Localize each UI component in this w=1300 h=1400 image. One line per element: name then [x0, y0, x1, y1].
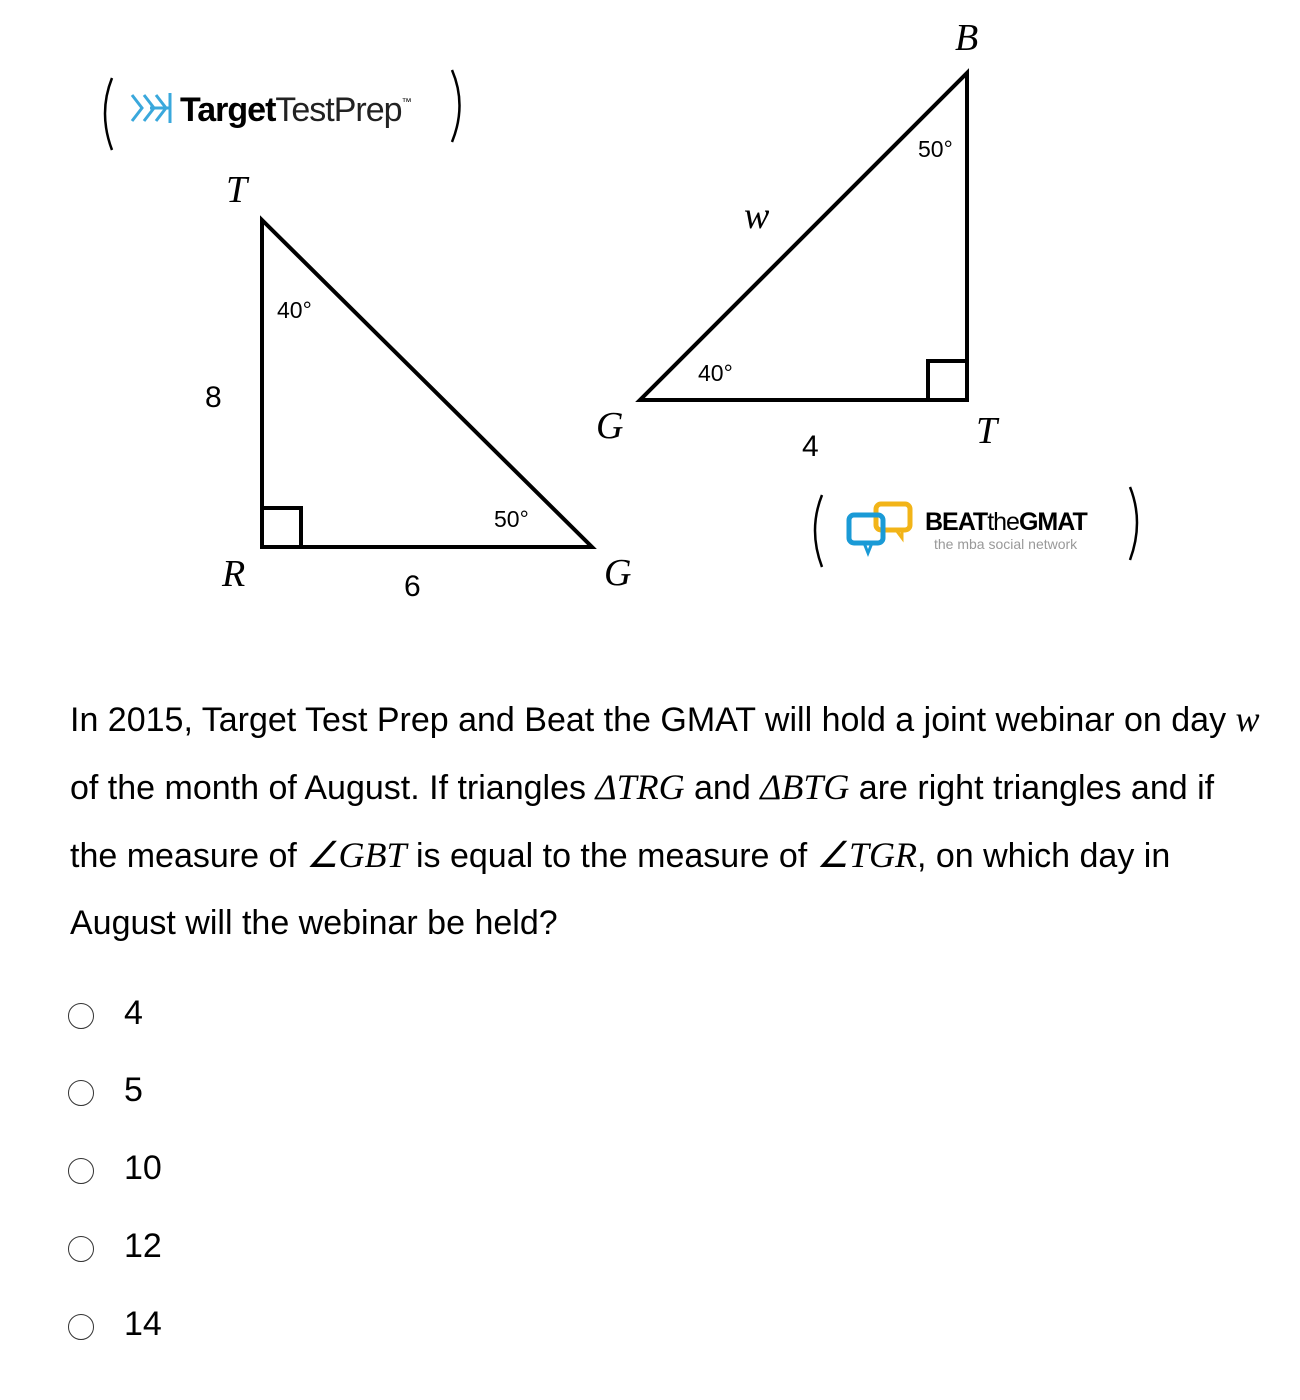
- logo-the: the: [987, 508, 1019, 536]
- question-part: of the month of August. If triangles: [70, 769, 596, 807]
- question-text: [70, 686, 1260, 957]
- question-part: and: [684, 769, 761, 807]
- logo-wordmark: [180, 91, 411, 129]
- triangle-trg: [262, 220, 592, 547]
- logo-target: Target: [180, 91, 276, 129]
- angle-g-label-right: 40°: [698, 360, 733, 386]
- side-gt-label: 4: [802, 430, 819, 463]
- chat-bubbles-icon: [849, 504, 910, 553]
- math-angle-tgr: ∠TGR: [816, 835, 917, 875]
- answer-option[interactable]: [68, 1149, 162, 1188]
- math-triangle-trg: ΔTRG: [595, 767, 685, 807]
- arrow-icon: [132, 93, 170, 123]
- targettestprep-logo: [105, 70, 460, 150]
- logo-beat: BEAT: [925, 508, 988, 536]
- triangle-btg: [640, 73, 967, 400]
- logo-testprep: TestPrep: [275, 91, 402, 129]
- radio-button[interactable]: [68, 1003, 94, 1029]
- vertex-t-left: T: [226, 169, 248, 211]
- question-part: is equal to the measure of: [406, 837, 817, 875]
- angle-g-label-left: 50°: [494, 506, 529, 532]
- radio-button[interactable]: [68, 1314, 94, 1340]
- answer-option[interactable]: [68, 994, 143, 1033]
- option-label: 10: [124, 1149, 162, 1187]
- logo-tm: ™: [401, 97, 411, 108]
- answer-option[interactable]: [68, 1071, 143, 1110]
- angle-b-label: 50°: [918, 136, 953, 162]
- radio-button[interactable]: [68, 1080, 94, 1106]
- triangle-figure: [0, 0, 1300, 640]
- vertex-t-right: T: [976, 410, 998, 452]
- side-rg-label: 6: [404, 570, 421, 603]
- math-w: w: [1235, 699, 1260, 739]
- math-triangle-btg: ΔBTG: [760, 767, 850, 807]
- side-bg-label: w: [744, 195, 770, 237]
- logo-btg-wordmark: [925, 508, 1087, 536]
- side-tr-label: 8: [205, 381, 222, 414]
- question-part: , on which day in August will the webinar be held?: [70, 837, 1171, 942]
- vertex-b: B: [955, 17, 979, 59]
- question-part: In 2015, Target Test Prep and Beat the GMAT will hold a joint webinar on day: [70, 701, 1236, 739]
- math-angle-gbt: ∠GBT: [306, 835, 407, 875]
- angle-t-label: 40°: [277, 297, 312, 323]
- answer-option[interactable]: [68, 1305, 162, 1344]
- option-label: 14: [124, 1305, 162, 1343]
- vertex-g-right: G: [596, 405, 624, 447]
- beatthegmat-logo: [815, 487, 1137, 567]
- radio-button[interactable]: [68, 1236, 94, 1262]
- logo-gmat: GMAT: [1018, 508, 1087, 536]
- option-label: 5: [124, 1071, 143, 1109]
- option-label: 4: [124, 994, 143, 1032]
- option-label: 12: [124, 1227, 162, 1265]
- vertex-r: R: [222, 553, 246, 595]
- vertex-g-left: G: [604, 552, 632, 594]
- logo-tagline: the mba social network: [934, 536, 1078, 552]
- radio-button[interactable]: [68, 1158, 94, 1184]
- answer-option[interactable]: [68, 1227, 162, 1266]
- question-part: are right triangles and if the measure of: [70, 769, 1215, 875]
